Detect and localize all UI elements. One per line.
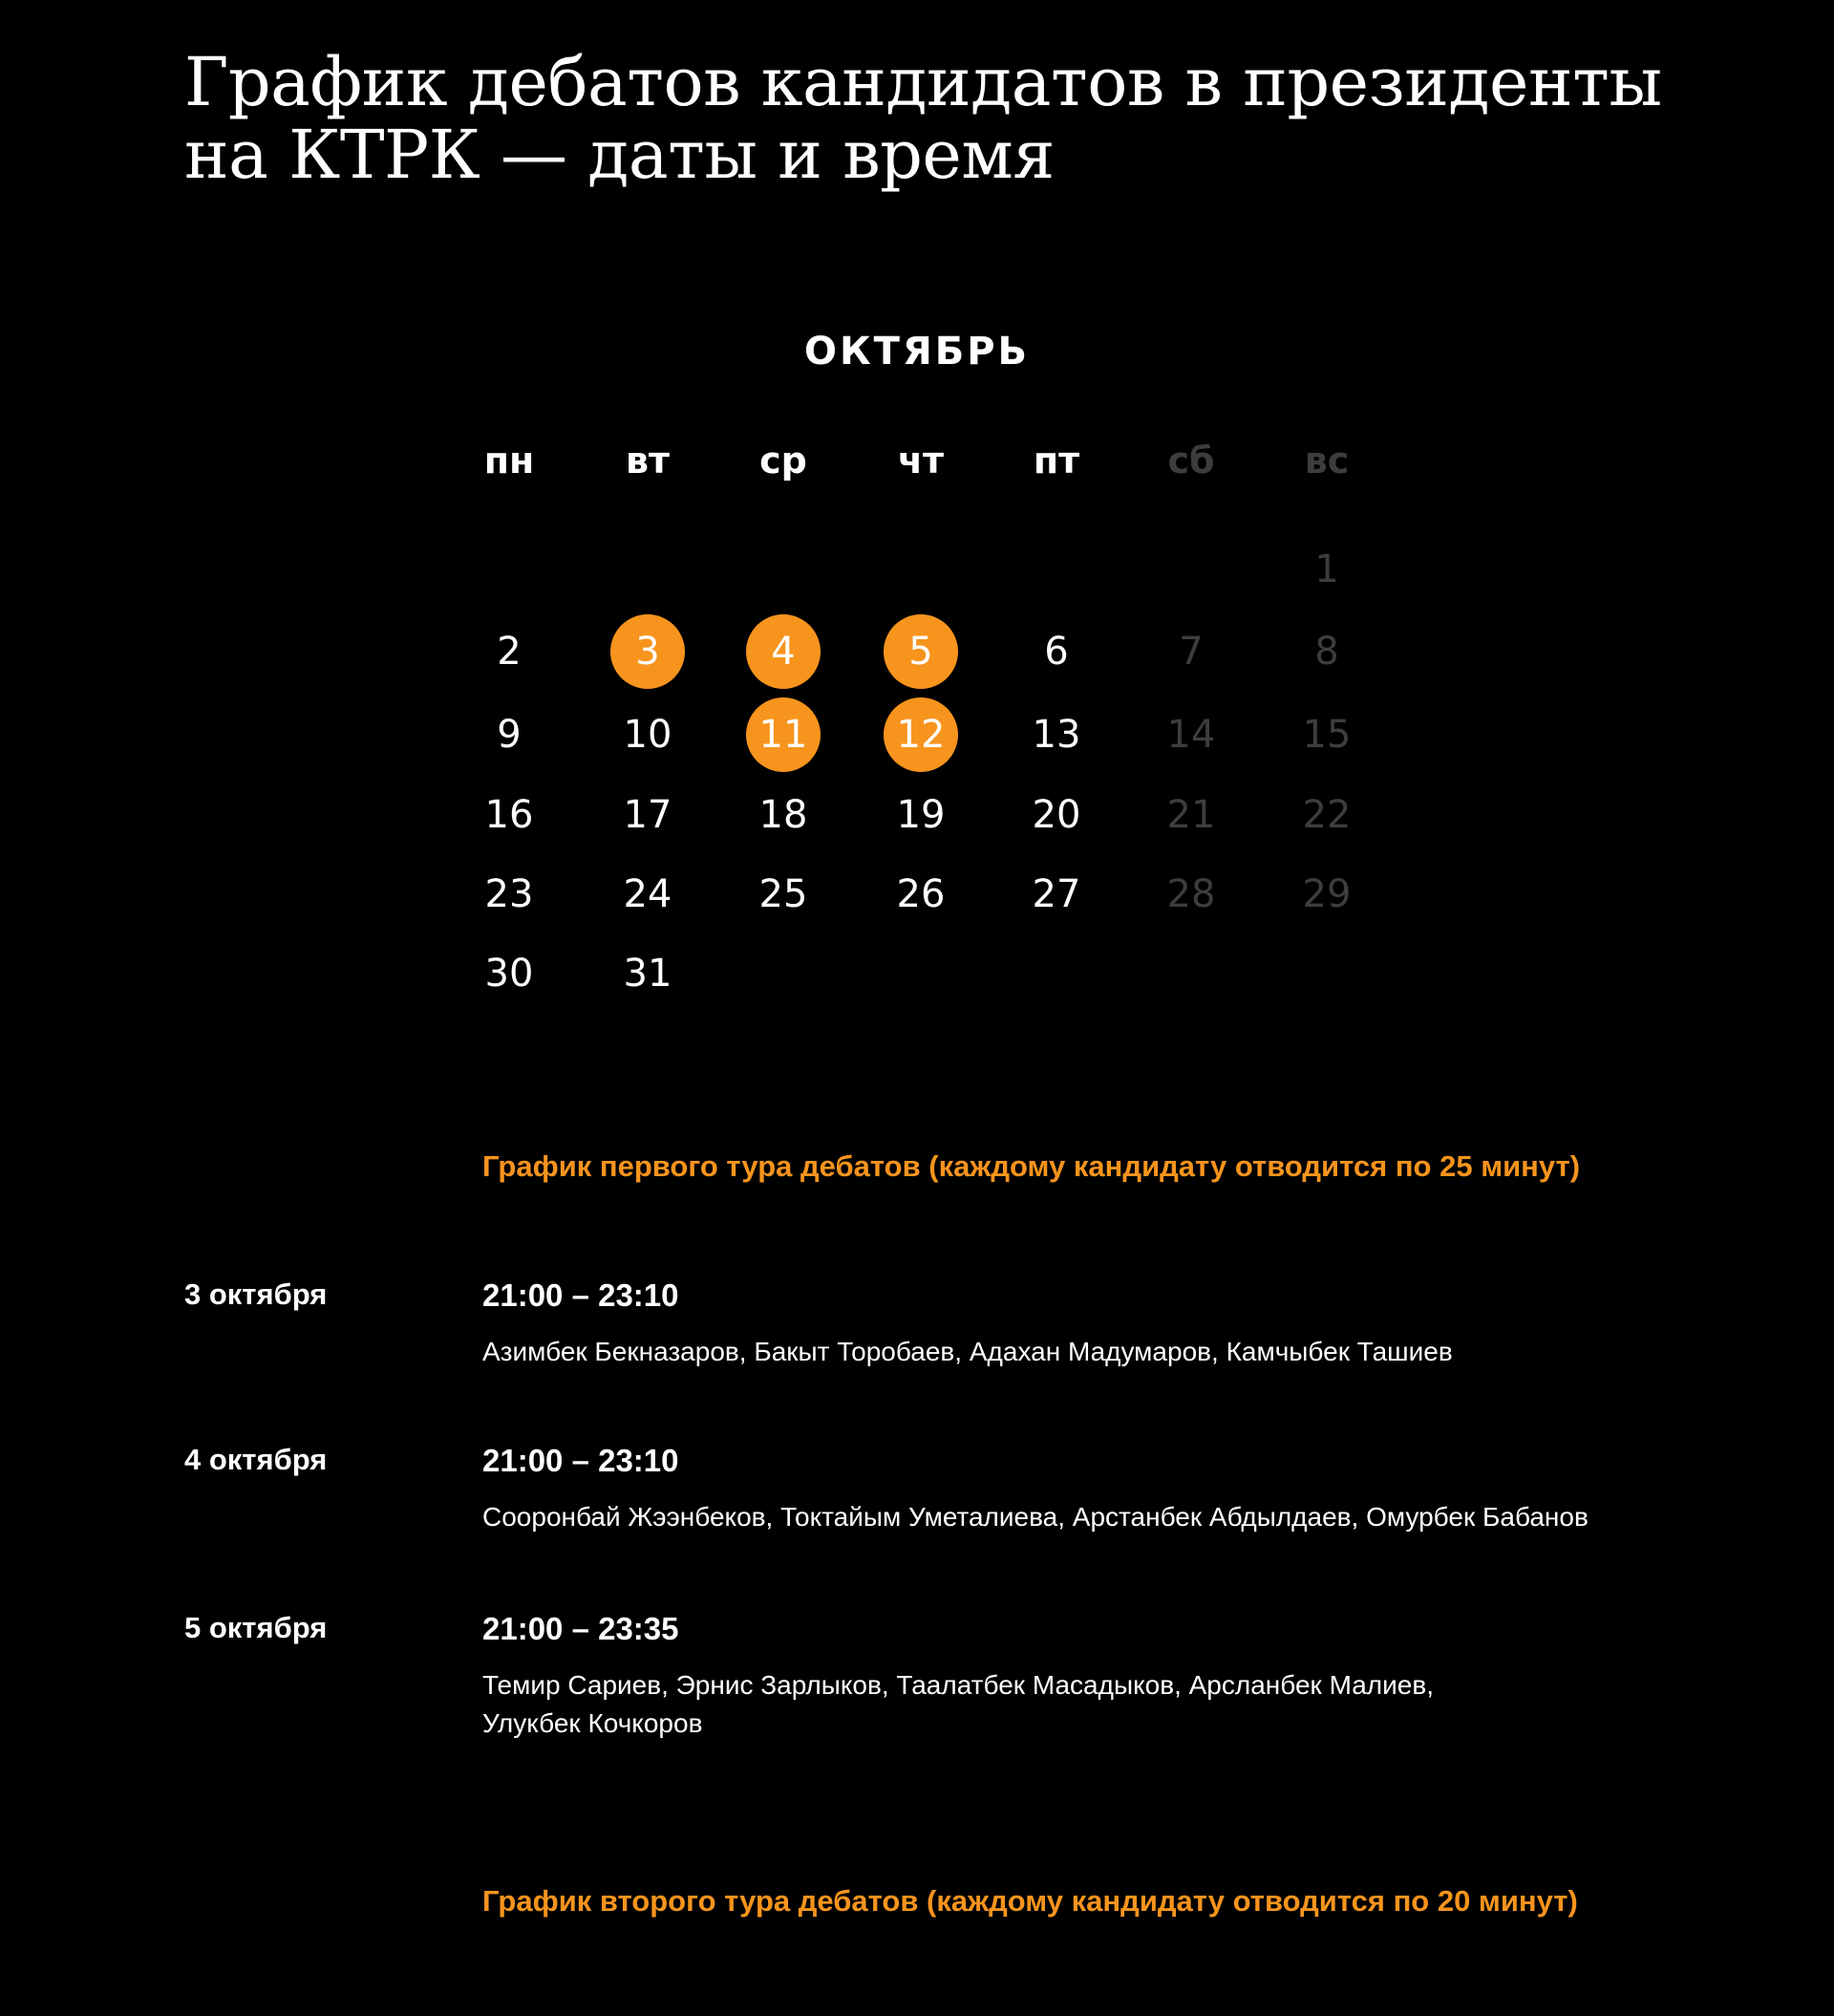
calendar-day: 2 (497, 630, 522, 674)
entry-date: 4 октября (184, 1443, 328, 1476)
entry-candidates: Сооронбай Жээнбеков, Токтайым Уметалиева, Арстанбек Абдылдаев, Омурбек Бабанов (482, 1502, 1589, 1532)
calendar-day: 7 (1179, 630, 1204, 674)
calendar-day: 10 (623, 713, 672, 757)
calendar-day: 21 (1166, 793, 1216, 837)
calendar-day: 26 (896, 872, 946, 916)
calendar-day: 9 (497, 713, 522, 757)
calendar-day: 20 (1032, 793, 1081, 837)
calendar-day-highlighted: 11 (746, 697, 821, 772)
weekday-label: сб (1167, 440, 1215, 482)
calendar-day-highlighted: 3 (610, 614, 685, 689)
calendar-day: 18 (758, 793, 808, 837)
entry-candidates: Темир Сариев, Эрнис Зарлыков, Таалатбек Масадыков, Арсланбек Малиев, Улукбек Кочкоров (482, 1670, 1434, 1738)
calendar-day: 30 (484, 952, 534, 996)
page-title: График дебатов кандидатов в президенты на КТРК — даты и время (184, 43, 1662, 194)
calendar-day: 29 (1302, 872, 1352, 916)
entry-time: 21:00 – 23:10 (482, 1443, 679, 1478)
weekday-label: пн (483, 440, 535, 482)
calendar-day: 1 (1314, 547, 1339, 591)
round2-heading: График второго тура дебатов (каждому кандидату отводится по 20 минут) (482, 1884, 1578, 1918)
calendar-day: 25 (758, 872, 808, 916)
entry-time: 21:00 – 23:10 (482, 1277, 679, 1313)
calendar-day-highlighted: 12 (884, 697, 958, 772)
entry-candidates: Азимбек Бекназаров, Бакыт Торобаев, Адахан Мадумаров, Камчыбек Ташиев (482, 1337, 1453, 1366)
round1-heading: График первого тура дебатов (каждому кандидату отводится по 25 минут) (482, 1149, 1581, 1183)
calendar-day: 17 (623, 793, 672, 837)
calendar-day: 16 (484, 793, 534, 837)
weekday-label: вт (625, 440, 671, 482)
calendar-day: 24 (623, 872, 672, 916)
calendar-day: 22 (1302, 793, 1352, 837)
calendar-day: 14 (1166, 713, 1216, 757)
entry-date: 3 октября (184, 1277, 328, 1311)
entry-time: 21:00 – 23:35 (482, 1611, 679, 1646)
calendar-day: 31 (623, 952, 672, 996)
calendar-day: 19 (896, 793, 946, 837)
calendar-day: 28 (1166, 872, 1216, 916)
calendar-day: 6 (1044, 630, 1069, 674)
calendar-month: ОКТЯБРЬ (803, 330, 1031, 374)
calendar-day-highlighted: 4 (746, 614, 821, 689)
weekday-label: ср (759, 440, 807, 482)
calendar-day: 15 (1302, 713, 1352, 757)
weekday-label: чт (897, 440, 945, 482)
weekday-label: вс (1304, 440, 1350, 482)
calendar-day: 27 (1032, 872, 1081, 916)
calendar-day: 8 (1314, 630, 1339, 674)
calendar-day-highlighted: 5 (884, 614, 958, 689)
calendar-day: 23 (484, 872, 534, 916)
entry-date: 5 октября (184, 1611, 328, 1644)
calendar-day: 13 (1032, 713, 1081, 757)
weekday-label: пт (1033, 440, 1080, 482)
